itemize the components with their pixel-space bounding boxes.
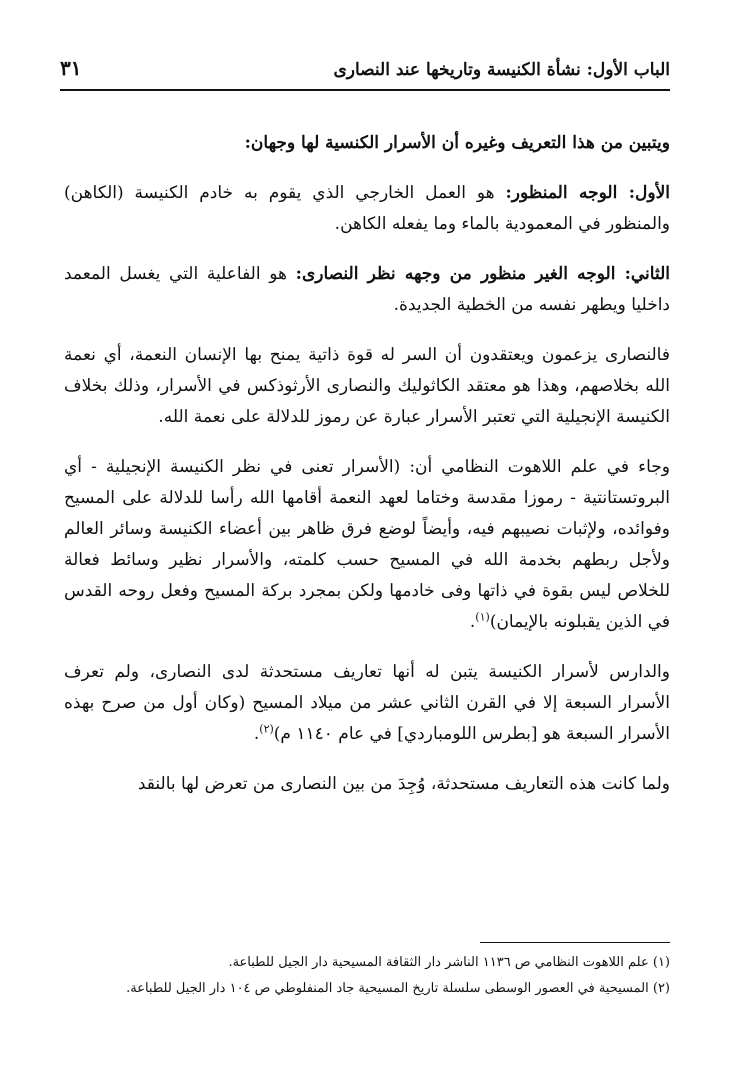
footnotes: [64, 950, 670, 1002]
seven-sacraments-text: والدارس لأسرار الكنيسة يتبن له أنها تعاريف مستحدثة لدى النصارى، ولم تعرف الأسرار السبعة إلا في القرن الثاني عشر من ميلاد المسيح (وكان أول من صرح بهذه الأسرار السبعة هو [بطرس اللومباردي] في عام ١١٤٠ م): [64, 662, 670, 744]
second-aspect-label: الثاني: الوجه الغير منظور من وجهه نظر النصارى:: [295, 264, 670, 284]
theology-quote-text: وجاء في علم اللاهوت النظامي أن: (الأسرار تعنى في نظر الكنيسة الإنجيلية - أي البروتستانتية - رموزا مقدسة وختاما لعهد النعمة أقامها الله رأسا للدلالة على المسيح وفوائده، ولإثبات نصيبهم فيه، وأيضاً لوضع فرق ظاهر بين أعضاء الكنيسة وسائر العالم ولأجل ربطهم بخدمة الله في المسيح حسب كلمته، والأسرار نظير وسائط فعالة للخلاص ليس بقوة في ذاتها وفى خادمها ولكن بمجرد بركة المسيح وفعل روحه القدس في الذين يقبلونه بالإيمان): [64, 457, 671, 632]
belief-paragraph: فالنصارى يزعمون ويعتقدون أن السر له قوة ذاتية يمنح بها الإنسان النعمة، أي نعمة الله بخلاصهم، وهذا هو معتقد الكاثوليك والنصارى الأرثوذكس في الأسرار، وذلك بخلاف الكنيسة الإنجيلية التي تعتبر الأسرار عبارة عن رموز للدلالة على نعمة الله.: [64, 345, 670, 427]
second-aspect-text: هو الفاعلية التي يغسل المعمد داخليا ويطهر نفسه من الخطية الجديدة.: [64, 264, 670, 315]
chapter-title: الباب الأول: نشأة الكنيسة وتاريخها عند النصارى: [333, 60, 670, 80]
seven-sacraments-paragraph: [64, 657, 670, 750]
seven-sacraments-end: .: [253, 724, 260, 744]
header-divider: [60, 89, 670, 91]
intro-paragraph: ويتبين من هذا التعريف وغيره أن الأسرار الكنسية لها وجهان:: [244, 133, 670, 153]
second-aspect-paragraph: [64, 259, 670, 321]
footnote-divider: [480, 942, 670, 943]
page-number: ٣١: [60, 56, 82, 80]
theology-quote-end: .: [469, 612, 476, 632]
main-text: [64, 128, 670, 819]
footnote-2: (٢) المسيحية في العصور الوسطى سلسلة تاريخ المسيحية جاد المنفلوطي ص ١٠٤ دار الجيل للطباعة.: [126, 981, 670, 996]
theology-quote-paragraph: [64, 452, 670, 638]
footnote-ref-2: (٢): [259, 722, 274, 736]
first-aspect-label: الأول: الوجه المنظور:: [505, 183, 670, 203]
first-aspect-paragraph: [64, 178, 670, 240]
footnote-ref-1: (١): [475, 610, 490, 624]
first-aspect-text: هو العمل الخارجي الذي يقوم به خادم الكنيسة (الكاهن) والمنظور في المعمودية بالماء وما يفعله الكاهن.: [64, 183, 670, 234]
critique-paragraph: ولما كانت هذه التعاريف مستحدثة، وُجِدَ من بين النصارى من تعرض لها بالنقد: [137, 774, 670, 794]
footnote-1: (١) علم اللاهوت النظامي ص ١١٣٦ الناشر دار الثقافة المسيحية دار الجيل للطباعة.: [228, 955, 670, 970]
running-header: [60, 54, 670, 90]
